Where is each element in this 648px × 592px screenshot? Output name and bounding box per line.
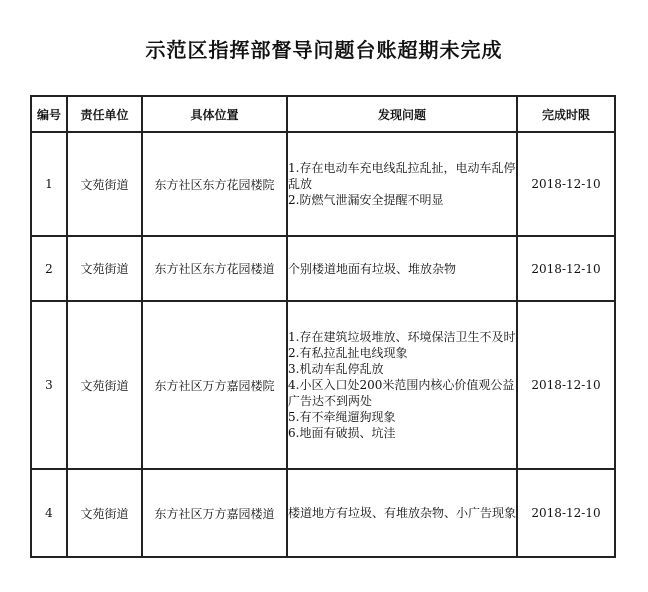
issue-line: 个别楼道地面有垃圾、堆放杂物 (288, 261, 457, 276)
issue-line: 楼道地方有垃圾、有堆放杂物、小广告现象 (288, 506, 517, 520)
cell-no: 1 (31, 132, 67, 236)
cell-deadline: 2018-12-10 (517, 301, 615, 469)
cell-no: 3 (31, 301, 67, 469)
cell-deadline: 2018-12-10 (517, 132, 615, 236)
cell-deadline: 2018-12-10 (517, 236, 615, 301)
header-row (31, 96, 615, 132)
header-unit: 责任单位 (67, 96, 142, 132)
issue-line: 1.存在建筑垃圾堆放、环境保洁卫生不及时 (288, 330, 516, 344)
header-deadline: 完成时限 (517, 96, 615, 132)
cell-unit: 文苑街道 (67, 236, 142, 301)
issue-line: 6.地面有破损、坑洼 (288, 426, 396, 440)
cell-issues (287, 301, 517, 469)
cell-location: 东方社区万方嘉园楼道 (142, 469, 287, 557)
cell-location: 东方社区东方花园楼院 (142, 132, 287, 236)
table-row (31, 301, 615, 469)
issue-line: 4.小区入口处200米范围内核心价值观公益广告达不到两处 (288, 378, 515, 408)
issue-line: 2.防燃气泄漏安全提醒不明显 (288, 193, 444, 207)
cell-unit: 文苑街道 (67, 301, 142, 469)
cell-location: 东方社区东方花园楼道 (142, 236, 287, 301)
issue-line: 3.机动车乱停乱放 (288, 362, 384, 376)
issue-line: 2.有私拉乱扯电线现象 (288, 346, 408, 360)
cell-unit: 文苑街道 (67, 132, 142, 236)
table-row (31, 236, 615, 301)
cell-no: 2 (31, 236, 67, 301)
cell-issues (287, 236, 517, 301)
header-location: 具体位置 (142, 96, 287, 132)
table-row (31, 132, 615, 236)
cell-unit: 文苑街道 (67, 469, 142, 557)
header-issues: 发现问题 (287, 96, 517, 132)
cell-location: 东方社区万方嘉园楼院 (142, 301, 287, 469)
cell-issues (287, 132, 517, 236)
issue-line: 5.有不牵绳遛狗现象 (288, 410, 396, 424)
ledger-table (30, 95, 616, 558)
header-no: 编号 (31, 96, 67, 132)
table-row (31, 469, 615, 557)
page-title: 示范区指挥部督导问题台账超期未完成 (145, 38, 503, 62)
issue-line: 1.存在电动车充电线乱拉乱扯，电动车乱停乱放 (288, 161, 516, 191)
cell-deadline: 2018-12-10 (517, 469, 615, 557)
cell-no: 4 (31, 469, 67, 557)
cell-issues (287, 469, 517, 557)
